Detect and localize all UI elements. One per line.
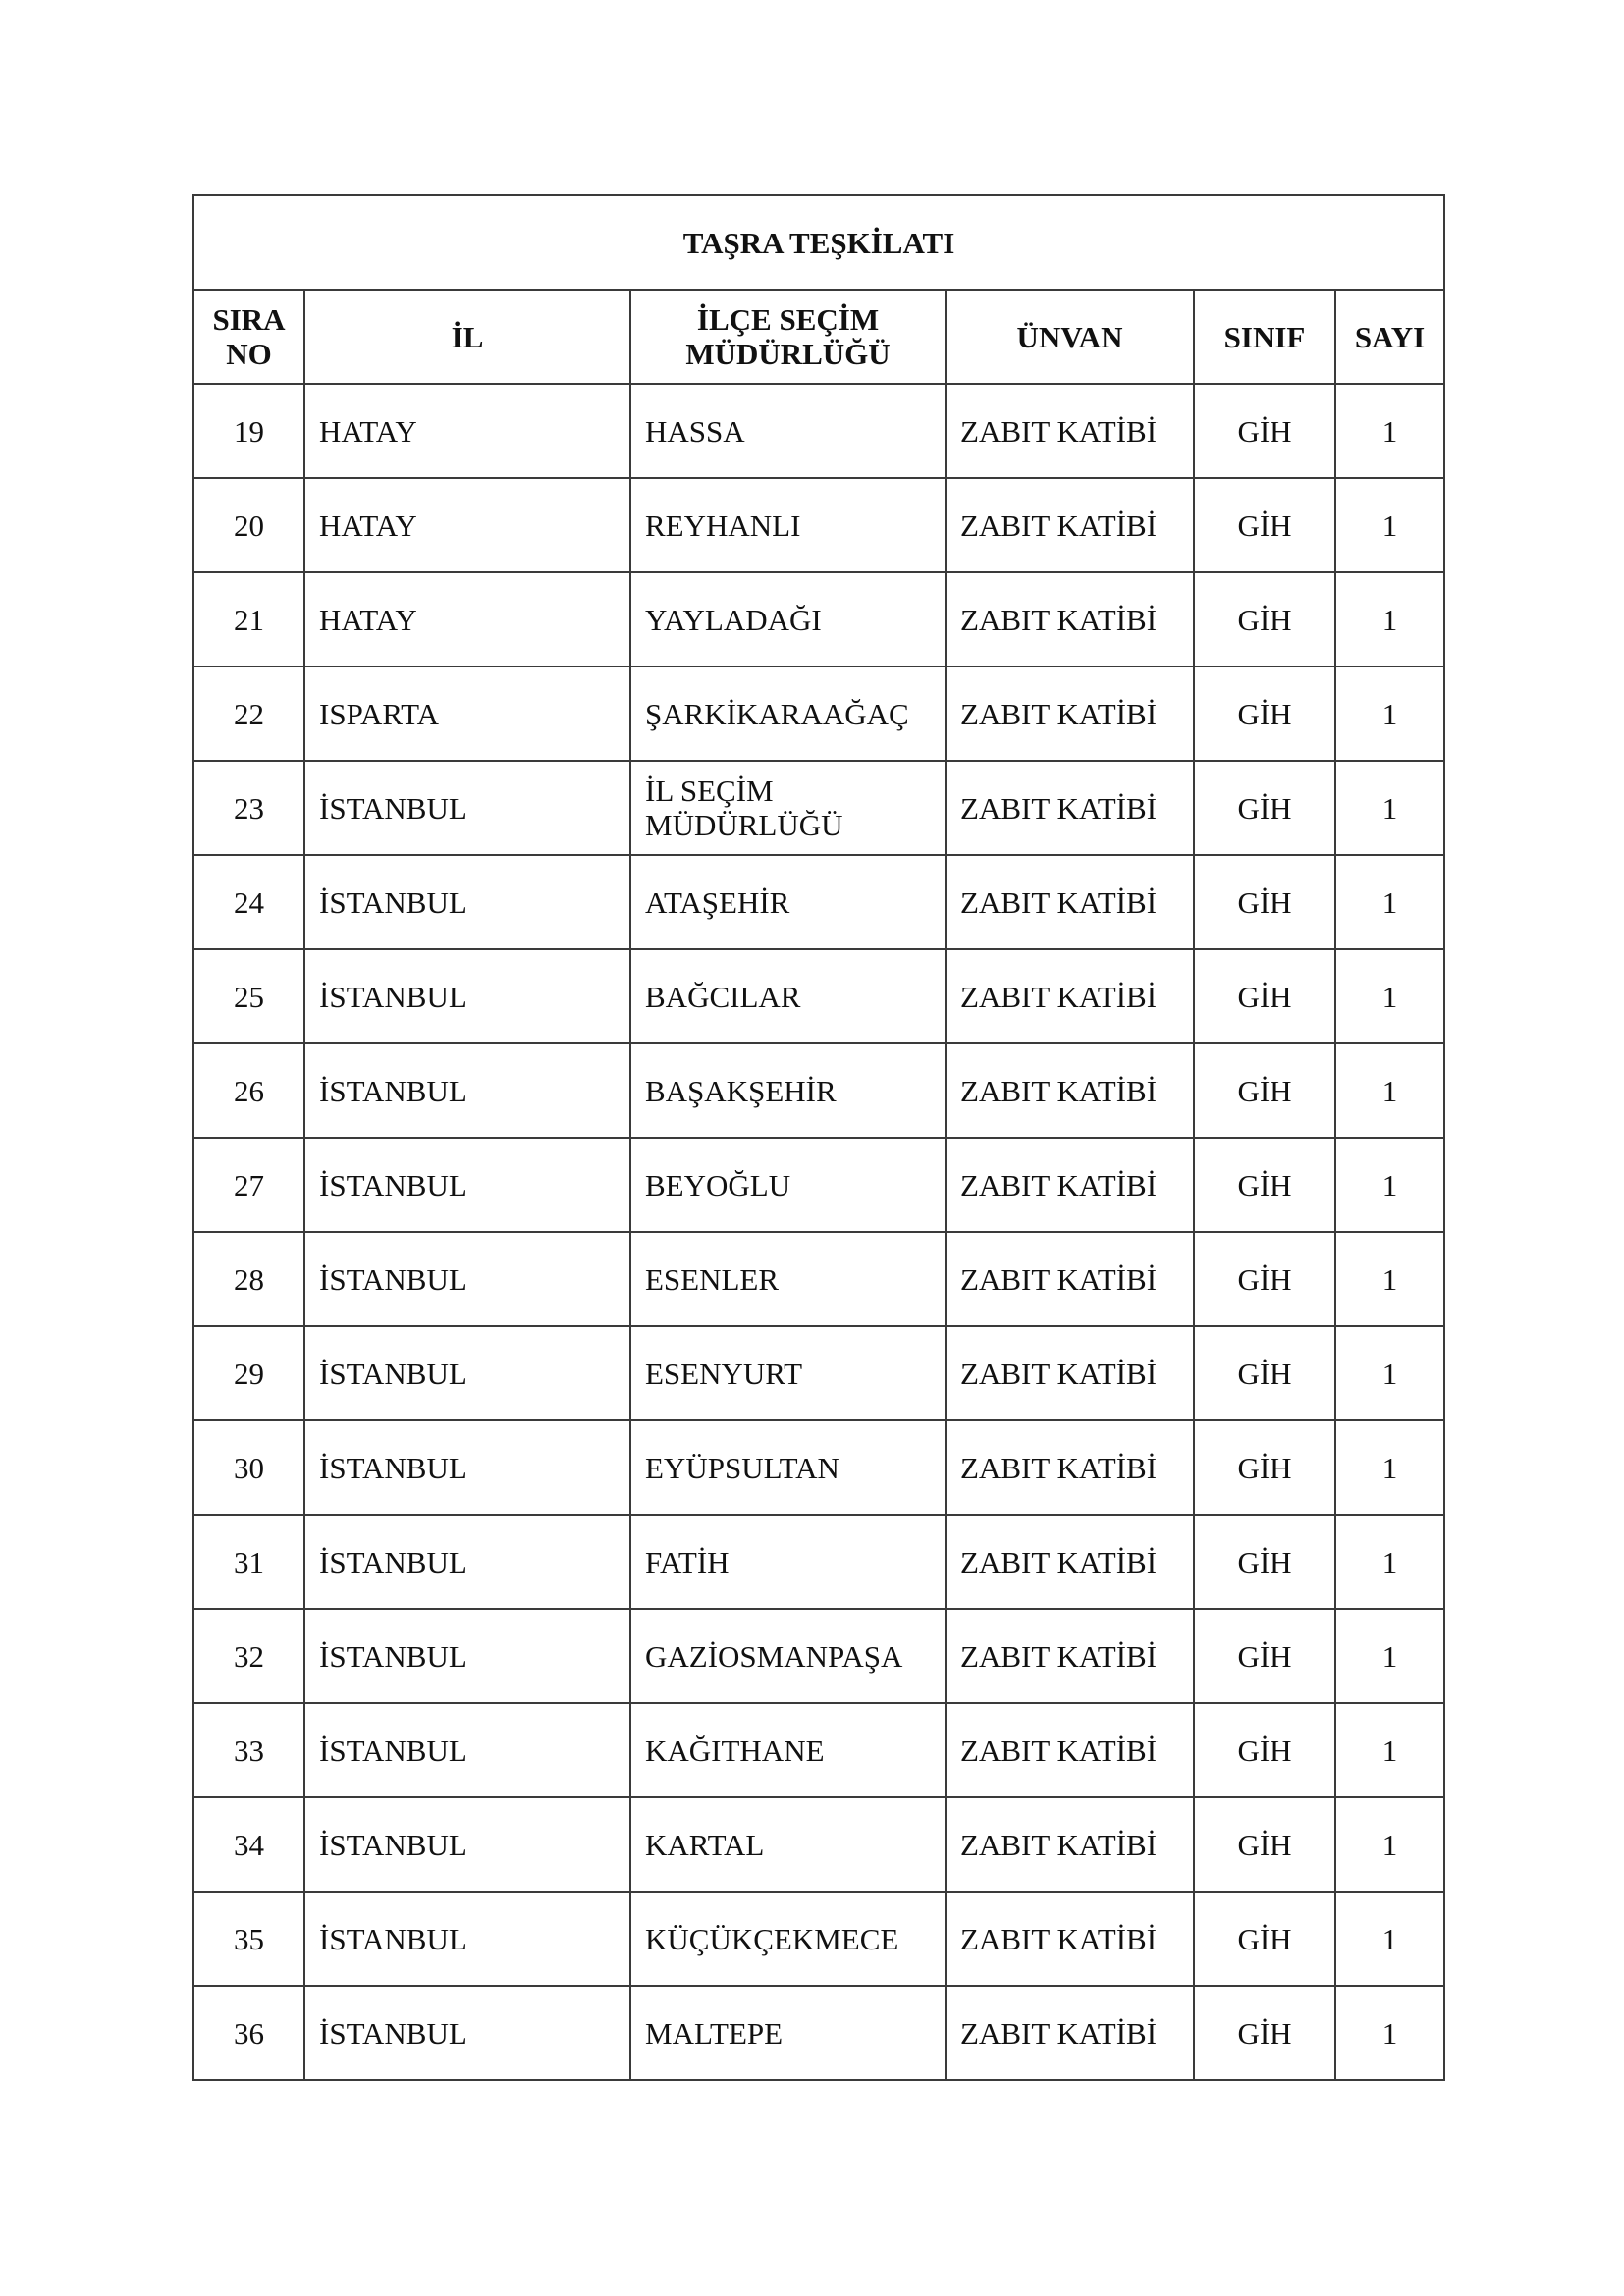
header-il: İL	[304, 290, 630, 384]
cell-sayi: 1	[1335, 1515, 1444, 1609]
table-row	[193, 1232, 1444, 1326]
cell-unvan: ZABIT KATİBİ	[946, 1797, 1194, 1892]
cell-unvan: ZABIT KATİBİ	[946, 761, 1194, 855]
cell-ilce: BEYOĞLU	[630, 1138, 946, 1232]
cell-sayi: 1	[1335, 855, 1444, 949]
cell-sinif: GİH	[1194, 1420, 1335, 1515]
cell-ilce: HASSA	[630, 384, 946, 478]
cell-sayi: 1	[1335, 1703, 1444, 1797]
cell-ilce: REYHANLI	[630, 478, 946, 572]
cell-sira-no: 25	[193, 949, 304, 1043]
table-row	[193, 1326, 1444, 1420]
header-sinif: SINIF	[1194, 290, 1335, 384]
cell-sinif: GİH	[1194, 761, 1335, 855]
cell-unvan: ZABIT KATİBİ	[946, 1892, 1194, 1986]
cell-ilce: BAŞAKŞEHİR	[630, 1043, 946, 1138]
cell-unvan: ZABIT KATİBİ	[946, 1326, 1194, 1420]
table-row	[193, 1892, 1444, 1986]
cell-unvan: ZABIT KATİBİ	[946, 1232, 1194, 1326]
table-header-row	[193, 290, 1444, 384]
cell-sinif: GİH	[1194, 1043, 1335, 1138]
table-row	[193, 384, 1444, 478]
table-row	[193, 949, 1444, 1043]
cell-unvan: ZABIT KATİBİ	[946, 667, 1194, 761]
cell-il: İSTANBUL	[304, 1609, 630, 1703]
cell-ilce: ŞARKİKARAAĞAÇ	[630, 667, 946, 761]
cell-il: HATAY	[304, 478, 630, 572]
table-row	[193, 1703, 1444, 1797]
cell-unvan: ZABIT KATİBİ	[946, 949, 1194, 1043]
staff-table	[192, 194, 1445, 2081]
cell-sayi: 1	[1335, 1797, 1444, 1892]
cell-sayi: 1	[1335, 1986, 1444, 2080]
cell-sira-no: 24	[193, 855, 304, 949]
cell-sayi: 1	[1335, 572, 1444, 667]
cell-sayi: 1	[1335, 1892, 1444, 1986]
cell-sinif: GİH	[1194, 1986, 1335, 2080]
cell-ilce: ATAŞEHİR	[630, 855, 946, 949]
cell-sinif: GİH	[1194, 1515, 1335, 1609]
cell-sira-no: 27	[193, 1138, 304, 1232]
cell-sayi: 1	[1335, 1326, 1444, 1420]
cell-il: İSTANBUL	[304, 1326, 630, 1420]
cell-sayi: 1	[1335, 478, 1444, 572]
cell-sira-no: 19	[193, 384, 304, 478]
cell-sayi: 1	[1335, 949, 1444, 1043]
table-row	[193, 761, 1444, 855]
cell-il: İSTANBUL	[304, 1043, 630, 1138]
cell-sinif: GİH	[1194, 1703, 1335, 1797]
cell-il: HATAY	[304, 384, 630, 478]
cell-sayi: 1	[1335, 1232, 1444, 1326]
cell-ilce: MALTEPE	[630, 1986, 946, 2080]
cell-sira-no: 22	[193, 667, 304, 761]
cell-sayi: 1	[1335, 384, 1444, 478]
cell-sira-no: 30	[193, 1420, 304, 1515]
cell-il: İSTANBUL	[304, 855, 630, 949]
cell-unvan: ZABIT KATİBİ	[946, 1420, 1194, 1515]
cell-il: ISPARTA	[304, 667, 630, 761]
cell-sinif: GİH	[1194, 855, 1335, 949]
cell-sinif: GİH	[1194, 384, 1335, 478]
cell-il: İSTANBUL	[304, 1986, 630, 2080]
cell-sinif: GİH	[1194, 572, 1335, 667]
cell-sira-no: 33	[193, 1703, 304, 1797]
cell-sira-no: 36	[193, 1986, 304, 2080]
table-row	[193, 572, 1444, 667]
cell-sira-no: 31	[193, 1515, 304, 1609]
cell-sinif: GİH	[1194, 667, 1335, 761]
cell-il: İSTANBUL	[304, 1232, 630, 1326]
table-row	[193, 478, 1444, 572]
cell-sayi: 1	[1335, 761, 1444, 855]
cell-sinif: GİH	[1194, 478, 1335, 572]
table-row	[193, 1609, 1444, 1703]
cell-sira-no: 20	[193, 478, 304, 572]
cell-ilce: KÜÇÜKÇEKMECE	[630, 1892, 946, 1986]
cell-sayi: 1	[1335, 1043, 1444, 1138]
table-row	[193, 1986, 1444, 2080]
cell-ilce: GAZİOSMANPAŞA	[630, 1609, 946, 1703]
cell-sinif: GİH	[1194, 1609, 1335, 1703]
table-body	[193, 384, 1444, 2080]
cell-sira-no: 23	[193, 761, 304, 855]
cell-sayi: 1	[1335, 1609, 1444, 1703]
table-title: TAŞRA TEŞKİLATI	[193, 195, 1444, 290]
header-unvan: ÜNVAN	[946, 290, 1194, 384]
cell-sira-no: 34	[193, 1797, 304, 1892]
cell-sinif: GİH	[1194, 1138, 1335, 1232]
cell-ilce: YAYLADAĞI	[630, 572, 946, 667]
cell-ilce: FATİH	[630, 1515, 946, 1609]
cell-unvan: ZABIT KATİBİ	[946, 1138, 1194, 1232]
cell-unvan: ZABIT KATİBİ	[946, 855, 1194, 949]
cell-ilce: KAĞITHANE	[630, 1703, 946, 1797]
cell-sinif: GİH	[1194, 949, 1335, 1043]
cell-il: İSTANBUL	[304, 1138, 630, 1232]
cell-unvan: ZABIT KATİBİ	[946, 1609, 1194, 1703]
table-row	[193, 1515, 1444, 1609]
header-ilce: İLÇE SEÇİM MÜDÜRLÜĞÜ	[630, 290, 946, 384]
table-row	[193, 1043, 1444, 1138]
cell-sira-no: 32	[193, 1609, 304, 1703]
cell-unvan: ZABIT KATİBİ	[946, 572, 1194, 667]
cell-sayi: 1	[1335, 667, 1444, 761]
cell-sira-no: 26	[193, 1043, 304, 1138]
cell-il: İSTANBUL	[304, 949, 630, 1043]
cell-il: İSTANBUL	[304, 1797, 630, 1892]
cell-unvan: ZABIT KATİBİ	[946, 478, 1194, 572]
cell-sinif: GİH	[1194, 1892, 1335, 1986]
table-row	[193, 855, 1444, 949]
table-row	[193, 667, 1444, 761]
cell-ilce: BAĞCILAR	[630, 949, 946, 1043]
header-sayi: SAYI	[1335, 290, 1444, 384]
table-row	[193, 1138, 1444, 1232]
cell-il: İSTANBUL	[304, 1703, 630, 1797]
cell-ilce: EYÜPSULTAN	[630, 1420, 946, 1515]
cell-sinif: GİH	[1194, 1326, 1335, 1420]
cell-il: İSTANBUL	[304, 1892, 630, 1986]
cell-unvan: ZABIT KATİBİ	[946, 1515, 1194, 1609]
table-row	[193, 1797, 1444, 1892]
cell-il: İSTANBUL	[304, 761, 630, 855]
cell-sira-no: 21	[193, 572, 304, 667]
cell-sira-no: 29	[193, 1326, 304, 1420]
cell-sira-no: 28	[193, 1232, 304, 1326]
cell-unvan: ZABIT KATİBİ	[946, 384, 1194, 478]
cell-unvan: ZABIT KATİBİ	[946, 1703, 1194, 1797]
cell-ilce: KARTAL	[630, 1797, 946, 1892]
cell-sayi: 1	[1335, 1138, 1444, 1232]
cell-unvan: ZABIT KATİBİ	[946, 1986, 1194, 2080]
header-sira-no: SIRA NO	[193, 290, 304, 384]
table-row	[193, 1420, 1444, 1515]
table-title-row	[193, 195, 1444, 290]
cell-il: İSTANBUL	[304, 1420, 630, 1515]
cell-sinif: GİH	[1194, 1232, 1335, 1326]
cell-sinif: GİH	[1194, 1797, 1335, 1892]
cell-ilce: ESENLER	[630, 1232, 946, 1326]
cell-ilce: ESENYURT	[630, 1326, 946, 1420]
cell-sira-no: 35	[193, 1892, 304, 1986]
cell-unvan: ZABIT KATİBİ	[946, 1043, 1194, 1138]
cell-sayi: 1	[1335, 1420, 1444, 1515]
cell-il: İSTANBUL	[304, 1515, 630, 1609]
cell-il: HATAY	[304, 572, 630, 667]
cell-ilce: İL SEÇİM MÜDÜRLÜĞÜ	[630, 761, 946, 855]
